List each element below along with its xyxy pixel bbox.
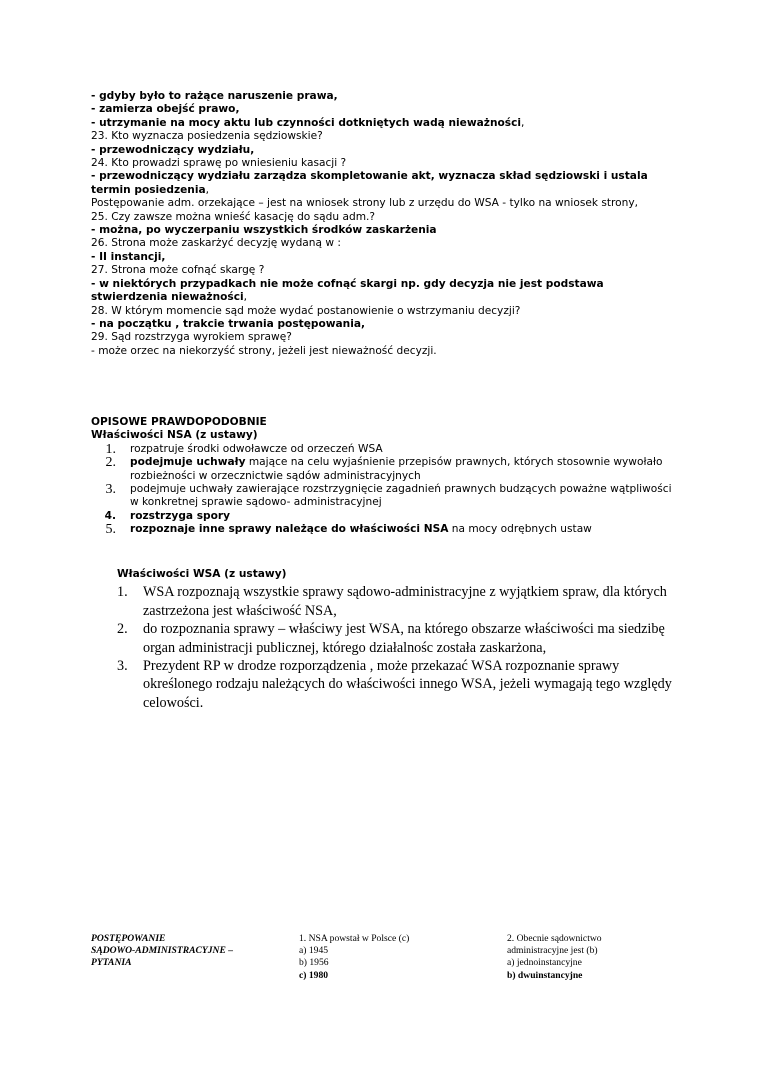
list-number: 4. <box>104 509 116 522</box>
question-text: 2. Obecnie sądownictwo <box>507 933 602 944</box>
footer-question-1 <box>299 933 469 982</box>
qa-line-suffix: , <box>205 183 209 196</box>
list-text: Prezydent RP w drodze rozporządzenia , może przekazać WSA rozpoznanie sprawy określonego rodzaju należących do właściwości innego WSA, jeżeli wymagają tego względy celowości. <box>143 658 672 711</box>
list-number: 5. <box>105 522 116 538</box>
qa-line-bold: - utrzymanie na mocy aktu lub czynności dotkniętych wadą nieważności <box>91 116 521 129</box>
list-number: 3. <box>117 658 128 675</box>
wsa-list <box>117 583 677 712</box>
list-text-bold: rozpoznaje inne sprawy należące do właściwości NSA <box>130 523 449 536</box>
footer-question-2 <box>507 933 677 982</box>
qa-line: 25. Czy zawsze można wnieść kasację do sądu adm.? <box>91 210 375 223</box>
qa-line: - można, po wyczerpaniu wszystkich środków zaskarżenia <box>91 224 437 237</box>
list-item <box>91 510 681 523</box>
list-number: 2. <box>117 621 128 638</box>
list-text: podejmuje uchwały zawierające rozstrzygnięcie zagadnień prawnych budzących poważne wątpliwości w konkretnej sprawie sądowo- administracyjnej <box>130 483 672 509</box>
list-text: do rozpoznania sprawy – właściwy jest WSA, na którego obszarze właściwości ma siedzibę organ administracji publicznej, którego działalnośc została zaskarżona, <box>143 621 665 656</box>
list-item <box>91 456 681 483</box>
question-text: 1. NSA powstał w Polsce (c) <box>299 933 410 944</box>
qa-line: 23. Kto wyznacza posiedzenia sędziowskie? <box>91 130 323 143</box>
qa-line <box>91 117 681 130</box>
qa-line-suffix: , <box>243 291 248 304</box>
list-text: rozpatruje środki odwoławcze od orzeczeń WSA <box>130 442 383 455</box>
qa-line: 29. Sąd rozstrzyga wyrokiem sprawę? <box>91 331 292 344</box>
question-text: administracyjne jest (b) <box>507 945 598 957</box>
list-text <box>130 523 681 536</box>
qa-line: - przewodniczący wydziału, <box>91 143 255 156</box>
list-item <box>91 483 681 510</box>
qa-line: - II instancji, <box>91 250 166 263</box>
question-option: a) jednoinstancyjne <box>507 957 582 969</box>
wsa-section <box>117 568 677 712</box>
list-text <box>130 456 681 483</box>
list-item <box>117 620 677 657</box>
nsa-title: Właściwości NSA (z ustawy) <box>91 429 258 442</box>
descriptive-section <box>91 416 681 537</box>
list-number: 1. <box>105 441 116 457</box>
qa-line <box>91 278 681 305</box>
question-option: b) 1956 <box>299 957 329 969</box>
list-number: 1. <box>117 584 128 601</box>
list-text-bold: podejmuje uchwały <box>130 456 246 469</box>
list-text-rest: mające na celu wyjaśnienie przepisów prawnych, których stosownie wywołało rozbieżności w orzecznictwie sądów administracyjnych <box>130 456 663 482</box>
list-item <box>117 657 677 712</box>
list-text-bold: rozstrzyga spory <box>130 509 231 522</box>
list-number: 2. <box>105 455 116 471</box>
list-item <box>91 443 681 456</box>
qa-section <box>91 90 681 358</box>
footer-title-line: POSTĘPOWANIE <box>91 933 166 944</box>
qa-line: - może orzec na niekorzyść strony, jeżeli jest nieważność decyzji. <box>91 344 437 357</box>
footer-title-line: PYTANIA <box>91 957 132 969</box>
list-text-rest: na mocy odrębnych ustaw <box>448 523 592 536</box>
list-item <box>117 583 677 620</box>
qa-line: - zamierza obejść prawo, <box>91 103 240 116</box>
qa-line-bold: - w niektórych przypadkach nie może cofnąć skargi np. gdy decyzja nie jest podstawa stwierdzenia nieważności <box>91 277 604 304</box>
qa-line: 26. Strona może zaskarżyć decyzję wydaną w : <box>91 237 341 250</box>
qa-line-suffix: , <box>521 116 525 129</box>
list-number: 3. <box>105 482 116 498</box>
question-answer: c) 1980 <box>299 969 329 981</box>
qa-line-bold: - przewodniczący wydziału zarządza skompletowanie akt, wyznacza skład sędziowski i ustala termin posiedzenia <box>91 170 648 196</box>
qa-line: 28. W którym momencie sąd może wydać postanowienie o wstrzymaniu decyzji? <box>91 304 521 317</box>
list-text <box>130 510 681 523</box>
question-option: a) 1945 <box>299 945 329 957</box>
qa-line: - na początku , trakcie trwania postępowania, <box>91 317 366 330</box>
question-answer: b) dwuinstancyjne <box>507 969 583 981</box>
nsa-list <box>91 443 681 537</box>
qa-line: Postępowanie adm. orzekające – jest na wniosek strony lub z urzędu do WSA - tylko na wniosek strony, <box>91 197 638 210</box>
list-text: WSA rozpoznają wszystkie sprawy sądowo-administracyjne z wyjątkiem spraw, dla których zastrzeżona jest właściwość NSA, <box>143 584 667 619</box>
section-heading: OPISOWE PRAWDOPODOBNIE <box>91 416 267 428</box>
footer-title <box>91 933 261 970</box>
qa-line: 27. Strona może cofnąć skargę ? <box>91 264 265 277</box>
wsa-title: Właściwości WSA (z ustawy) <box>117 568 287 580</box>
qa-line: - gdyby było to rażące naruszenie prawa, <box>91 90 338 102</box>
qa-line: 24. Kto prowadzi sprawę po wniesieniu kasacji ? <box>91 157 347 170</box>
qa-line <box>91 170 681 197</box>
list-item <box>91 523 681 536</box>
footer-title-line: SĄDOWO-ADMINISTRACYJNE – <box>91 945 234 957</box>
